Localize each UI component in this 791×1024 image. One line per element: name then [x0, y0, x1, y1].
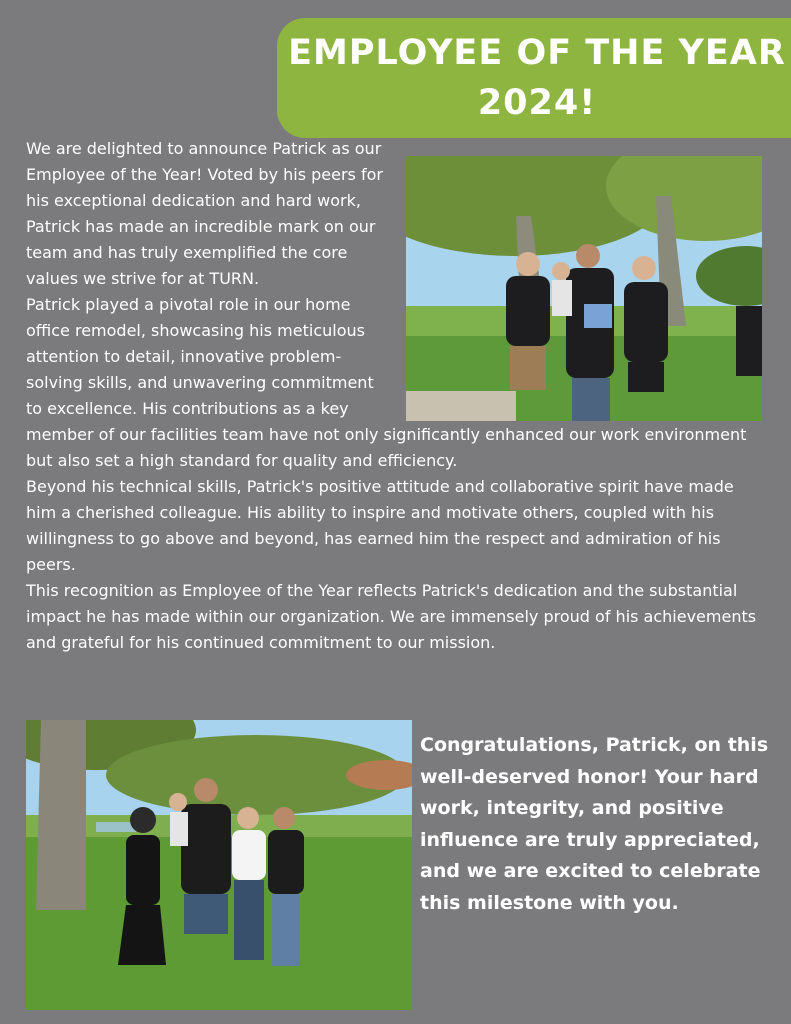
closing-message: Congratulations, Patrick, on this well-deserved honor! Your hard work, integrity, and positive influence are truly appreciated, and we are excited to celebrate this milestone with you. [420, 734, 769, 914]
article-body [26, 136, 762, 656]
group-photo-top [406, 156, 762, 421]
paragraph-4: This recognition as Employee of the Year reflects Patrick's dedication and the substantial impact he has made within our organization. We are immensely proud of his achievements and grateful for his continued commitment to our mission. [26, 581, 757, 652]
page-title: EMPLOYEE OF THE YEAR 2024! [288, 33, 786, 123]
paragraph-2: Patrick played a pivotal role in our home office remodel, showcasing his meticulous attention to detail, innovative problem-solving skills, and unwavering commitment to excellence. His contributions as a key member of our facilities team have not only significantly enhanced our work environment but also set a high standard for quality and efficiency. [26, 295, 747, 470]
paragraph-3: Beyond his technical skills, Patrick's positive attitude and collaborative spirit have made him a cherished colleague. His ability to inspire and motivate others, coupled with his willingness to go above and beyond, has earned him the respect and admiration of his peers. [26, 477, 734, 574]
title-banner [277, 18, 791, 138]
group-photo-bottom [26, 720, 412, 1010]
paragraph-1: We are delighted to announce Patrick as our Employee of the Year! Voted by his peers for his exceptional dedication and hard work, Patrick has made an incredible mark on our team and has truly exemplified the core values we strive for at TURN. [26, 139, 383, 288]
